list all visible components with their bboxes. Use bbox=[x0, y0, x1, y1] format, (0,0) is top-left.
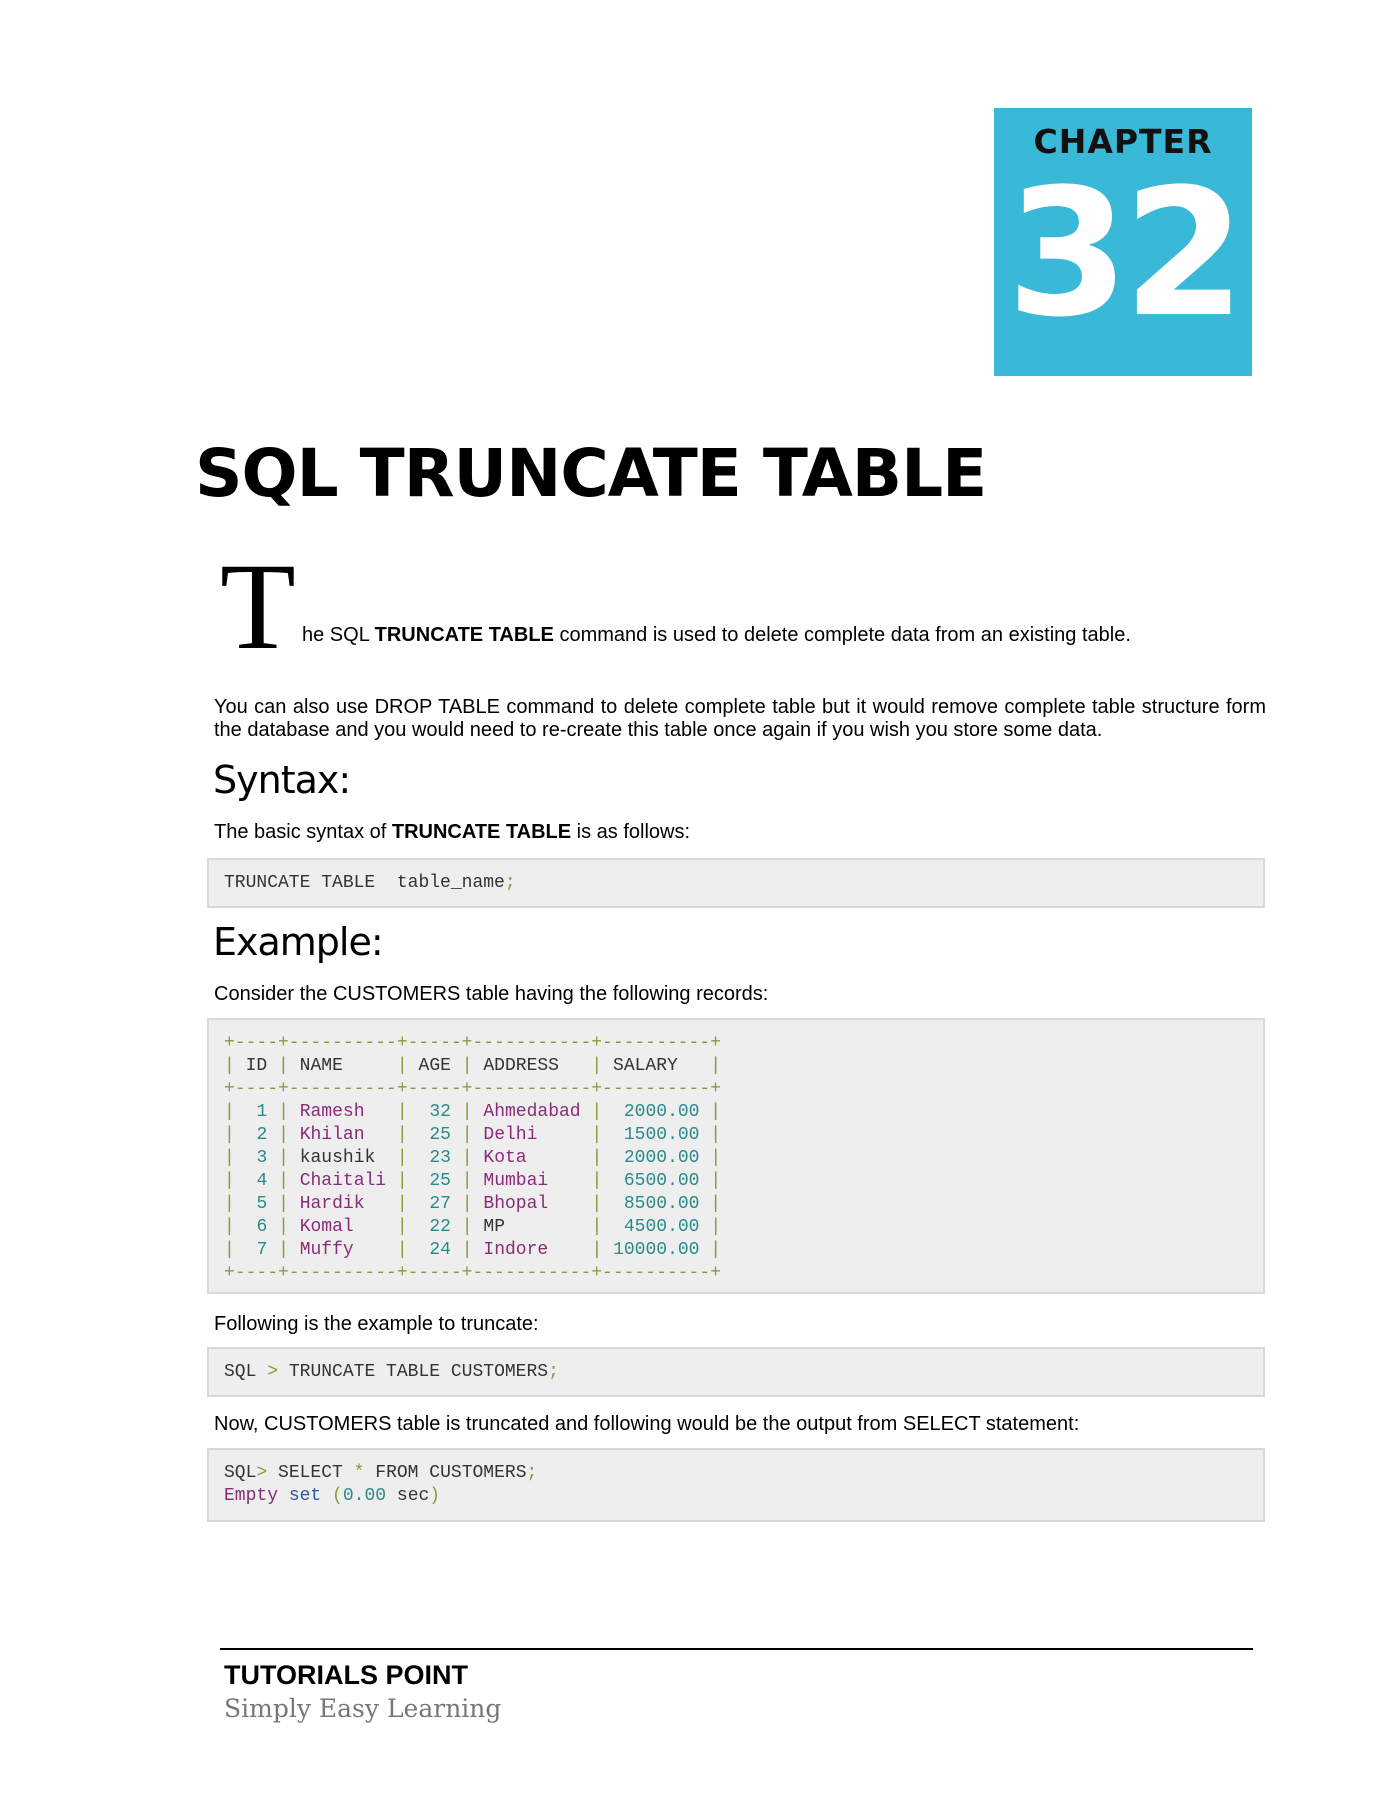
table-cell: 1 bbox=[256, 1102, 268, 1122]
table-cell: MP bbox=[483, 1217, 506, 1237]
drop-cap: T bbox=[220, 538, 296, 675]
table-cell: 10000.00 bbox=[613, 1240, 700, 1260]
chapter-number: 32 bbox=[1006, 151, 1240, 356]
table-cell: 6 bbox=[256, 1217, 268, 1237]
footer-divider bbox=[220, 1648, 1253, 1650]
customers-table: +----+----------+-----+-----------+----------+ | ID | NAME | AGE | ADDRESS | SALARY | +----+----------+-----+-----------+----------+ | 1 | Ramesh | 32 | Ahmedabad | 2000.00 | | 2 | Khilan | 25 | Delhi | 1500.00 | | 3 | kaushik | 23 | Kota | 2000.00 | | 4 | Chaitali | 25 | Mumbai | 6500.00 | | 5 | Hardik | 27 | Bhopal | 8500.00 | | 6 | Komal | 22 | MP | 4500.00 | | 7 | Muffy | 24 | Indore | 10000.00 | +----+----------+-----+-----------+----------+ bbox=[224, 1033, 722, 1283]
table-cell: 23 bbox=[429, 1148, 451, 1168]
table-cell: Komal bbox=[299, 1217, 354, 1237]
output-text: Now, CUSTOMERS table is truncated and following would be the output from SELECT statement: bbox=[214, 1413, 1080, 1435]
table-cell: Indore bbox=[483, 1240, 549, 1260]
table-cell: kaushik bbox=[299, 1148, 376, 1168]
syntax-text: The basic syntax of TRUNCATE TABLE is as follows: bbox=[214, 821, 691, 843]
intro-text: he SQL TRUNCATE TABLE command is used to delete complete data from an existing table. bbox=[302, 624, 1131, 646]
select-code-block: SQL> SELECT * FROM CUSTOMERS; Empty set (0.00 sec) bbox=[207, 1448, 1265, 1522]
truncate-code-block: SQL > TRUNCATE TABLE CUSTOMERS; bbox=[207, 1347, 1265, 1397]
table-cell: 2000.00 bbox=[623, 1102, 700, 1122]
page-title: SQL TRUNCATE TABLE bbox=[195, 435, 987, 512]
table-cell: 4 bbox=[256, 1171, 268, 1191]
table-header-cell: SALARY bbox=[613, 1056, 678, 1076]
table-cell: 7 bbox=[256, 1240, 268, 1260]
footer-tagline: Simply Easy Learning bbox=[224, 1694, 502, 1723]
table-cell: Khilan bbox=[299, 1125, 365, 1145]
table-cell: 8500.00 bbox=[623, 1194, 700, 1214]
syntax-code-block: TRUNCATE TABLE table_name; bbox=[207, 858, 1265, 908]
customers-table-block bbox=[207, 1018, 1265, 1294]
table-cell: 25 bbox=[429, 1171, 451, 1191]
table-cell: 1500.00 bbox=[623, 1125, 700, 1145]
table-header-cell: ID bbox=[245, 1056, 268, 1076]
table-cell: 25 bbox=[429, 1125, 451, 1145]
table-cell: Chaitali bbox=[299, 1171, 387, 1191]
table-cell: Mumbai bbox=[483, 1171, 549, 1191]
table-header-cell: AGE bbox=[418, 1056, 451, 1076]
table-cell: Bhopal bbox=[483, 1194, 549, 1214]
description-paragraph: You can also use DROP TABLE command to delete complete table but it would remove complete table structure form the database and you would need to re-create this table once again if you wish you store some data. bbox=[214, 696, 1266, 741]
table-cell: 2000.00 bbox=[623, 1148, 700, 1168]
table-cell: 2 bbox=[256, 1125, 268, 1145]
table-cell: 24 bbox=[429, 1240, 451, 1260]
table-cell: 32 bbox=[429, 1102, 451, 1122]
syntax-heading: Syntax: bbox=[213, 758, 351, 802]
truncate-text: Following is the example to truncate: bbox=[214, 1313, 539, 1335]
chapter-label: CHAPTER bbox=[1033, 122, 1213, 161]
table-cell: Kota bbox=[483, 1148, 527, 1168]
table-cell: 6500.00 bbox=[623, 1171, 700, 1191]
table-header-cell: ADDRESS bbox=[483, 1056, 559, 1076]
chapter-badge bbox=[994, 108, 1252, 376]
table-cell: 22 bbox=[429, 1217, 451, 1237]
example-text: Consider the CUSTOMERS table having the following records: bbox=[214, 983, 769, 1005]
table-cell: Ramesh bbox=[299, 1102, 365, 1122]
table-cell: Muffy bbox=[299, 1240, 354, 1260]
table-header-cell: NAME bbox=[299, 1056, 343, 1076]
footer-brand: TUTORIALS POINT bbox=[224, 1660, 469, 1690]
table-cell: Delhi bbox=[483, 1125, 538, 1145]
table-cell: Hardik bbox=[299, 1194, 365, 1214]
table-cell: 3 bbox=[256, 1148, 268, 1168]
table-cell: 4500.00 bbox=[623, 1217, 700, 1237]
table-cell: Ahmedabad bbox=[483, 1102, 581, 1122]
table-cell: 5 bbox=[256, 1194, 268, 1214]
table-cell: 27 bbox=[429, 1194, 451, 1214]
example-heading: Example: bbox=[213, 920, 383, 964]
